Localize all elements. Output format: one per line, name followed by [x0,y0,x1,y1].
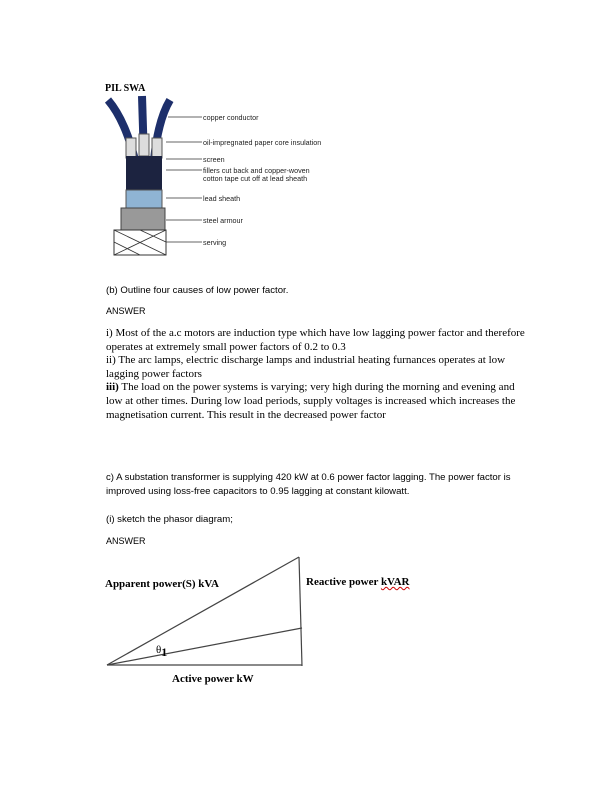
theta-subscript: 1 [161,645,168,659]
theta-label [156,642,167,657]
label-copper-conductor: copper conductor [203,113,259,122]
label-fillers: fillers cut back and copper-woven [203,166,310,175]
improved-apparent-line [107,628,302,665]
label-serving: serving [203,238,227,247]
label-screen: screen [203,155,225,164]
point-3-prefix: iii) [106,381,119,394]
question-b: (b) Outline four causes of low power factor. [106,285,289,296]
apparent-power-line [107,557,299,665]
point-3-text: The load on the power systems is varying; very high during the morning and evening and low at other times. During low load periods, supply voltages is increased which increases the magnetisation current. This result in the decreased power factor [106,381,516,421]
label-paper-insulation: oil-impregnated paper core insulation [203,138,322,147]
label-cotton-tape: cotton tape cut off at lead sheath [203,174,308,183]
answer-b-point-2: ii) The arc lamps, electric discharge lamps and industrial heating furnances operates at low lagging power factors [106,354,506,380]
answer-b-point-1: i) Most of the a.c motors are induction type which have low lagging power factor and therefore operates at extremely small power factors of 0.2 to 0.3 [106,327,525,353]
reactive-unit: kVAR [380,576,410,588]
label-lead-sheath: lead sheath [203,194,241,203]
reactive-prefix: Reactive power [306,576,381,588]
question-c-i: (i) sketch the phasor diagram; [106,514,233,525]
figure-title: PIL SWA [105,83,146,94]
question-c: c) A substation transformer is supplying 420 kW at 0.6 power factor lagging. The power factor is improved using loss-free capacitors to 0.95 lagging at constant kilowatt. [106,472,511,497]
apparent-power-label: Apparent power(S) kVA [105,578,219,590]
active-power-label: Active power kW [172,673,254,685]
reactive-power-line [299,557,302,666]
reactive-power-label [306,576,409,588]
answer-label-2: ANSWER [106,536,146,546]
answer-label: ANSWER [106,306,146,316]
label-steel-armour: steel armour [203,216,243,225]
theta-symbol: θ [156,644,162,656]
